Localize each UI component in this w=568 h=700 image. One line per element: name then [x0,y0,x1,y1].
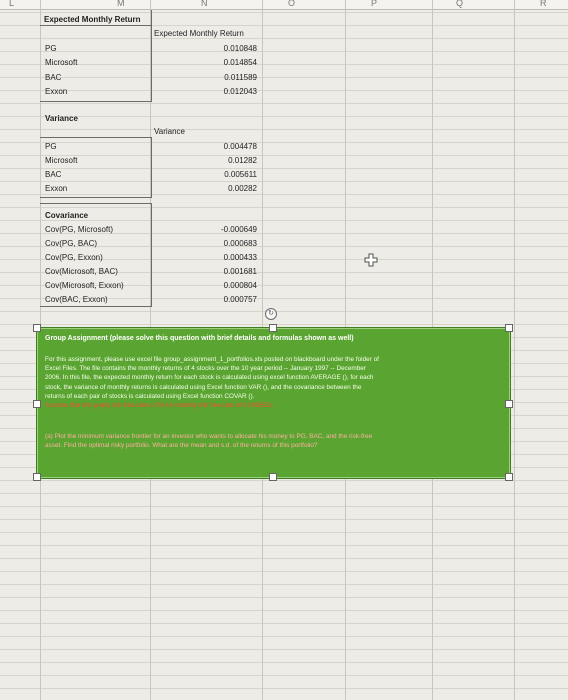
assignment-part-a-line: asset. Find the optimal risky portfolio. What are the mean and s.d. of the returns of this portfolio? [45,442,318,450]
resize-handle[interactable] [269,324,277,332]
variance-title: Variance [45,114,78,123]
assignment-line: 2006. In this file, the expected monthly return for each stock is calculated using excel function AVERAGE (), for each [45,374,374,382]
section-border [151,10,152,102]
rotate-handle-icon[interactable]: ↻ [265,308,277,320]
resize-handle[interactable] [505,473,513,481]
section-border [40,101,152,102]
cell-cursor-icon [364,253,378,267]
column-header-r[interactable]: R [540,0,547,8]
covariance-title: Covariance [45,211,89,220]
variance-row-label: PG [45,142,57,151]
covariance-row-value: 0.000804 [223,281,257,290]
covariance-row-label: Cov(PG, Exxon) [45,253,103,262]
covariance-row-value: 0.000683 [223,239,257,248]
assignment-line: returns of each pair of stocks is calculated using Excel function COVAR (). [45,392,255,400]
assignment-line: For this assignment, please use excel file group_assignment_1_portfolios.xls posted on blackboard under the folder of [45,356,379,363]
assignment-part-a [45,432,505,450]
section-border [151,203,152,306]
variance-row-label: Microsoft [45,156,78,165]
covariance-row-label: Cov(BAC, Exxon) [45,295,108,304]
assignment-line: Excel Files. The file contains the monthly returns of 4 stocks over the 10 year period -- January 1997 -- December [45,365,366,373]
assignment-text-box[interactable] [36,327,511,479]
column-header-q[interactable]: Q [456,0,464,8]
column-header-n[interactable]: N [201,0,208,8]
column-header-l[interactable]: L [9,0,15,8]
covariance-row-label: Cov(PG, Microsoft) [45,225,114,234]
resize-handle[interactable] [269,473,277,481]
section-border [40,203,152,204]
covariance-row-value: 0.000757 [223,295,257,304]
grid-column-line [514,0,515,700]
variance-row-value: 0.004478 [223,142,257,151]
covariance-row-label: Cov(Microsoft, Exxon) [45,281,124,290]
column-header-o[interactable]: O [288,0,296,8]
covariance-row-value: 0.001681 [223,267,257,276]
variance-row-value: 0.01282 [228,156,257,165]
assignment-part-a-line: (a) Plot the minimum variance frontier for an investor who wants to allocate his money to PG, BAC, and the risk-free [45,433,373,440]
covariance-row-label: Cov(PG, BAC) [45,239,98,248]
expected-row-label: BAC [45,73,62,82]
column-header-p[interactable]: P [371,0,378,8]
section-border [40,197,152,198]
covariance-row-value: -0.000649 [220,225,257,234]
column-header-m[interactable]: M [117,0,125,8]
expected-row-value: 0.014854 [223,58,257,67]
variance-row-value: 0.00282 [228,184,257,193]
assignment-line: stock, the variance of monthly returns is calculated using Excel function VAR (), and the covariance between the [45,383,362,391]
expected-row-label: Exxon [45,87,68,96]
resize-handle[interactable] [505,400,513,408]
expected-row-label: PG [45,44,57,53]
resize-handle[interactable] [33,473,41,481]
assignment-risk-free-line: Assume that the yearly risk free rate is 2% (A monthly risk free rate of 0.001652). [45,402,274,410]
variance-row-label: Exxon [45,184,68,193]
covariance-row-label: Cov(Microsoft, BAC) [45,267,118,276]
expected-return-title: Expected Monthly Return [44,15,141,24]
resize-handle[interactable] [33,324,41,332]
assignment-title: Group Assignment (please solve this question with brief details and formulas shown as well) [45,335,354,342]
section-border [40,137,152,138]
expected-return-header: Expected Monthly Return [154,29,244,38]
column-header-bar [0,0,568,10]
section-border [40,306,152,307]
resize-handle[interactable] [33,400,41,408]
expected-row-value: 0.011589 [224,73,257,82]
expected-row-label: Microsoft [45,58,78,67]
variance-header: Variance [154,127,185,136]
assignment-body [45,355,505,410]
variance-row-value: 0.005611 [224,170,257,179]
section-border [40,25,152,26]
resize-handle[interactable] [505,324,513,332]
covariance-row-value: 0.000433 [223,253,257,262]
section-border [151,137,152,197]
expected-row-value: 0.012043 [223,87,257,96]
variance-row-label: BAC [45,170,62,179]
expected-row-value: 0.010848 [223,44,257,53]
